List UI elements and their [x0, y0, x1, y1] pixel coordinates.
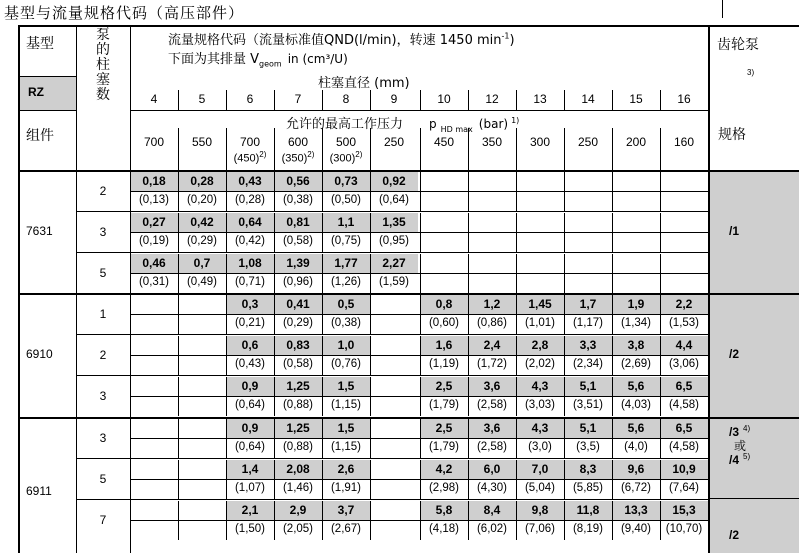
- displacement-value: (0,38): [282, 194, 314, 206]
- displacement-value: (1,01): [524, 317, 556, 329]
- flow-value: 0,41: [286, 297, 310, 311]
- rz-bottom: [18, 110, 76, 111]
- displacement-value: (0,13): [138, 194, 170, 206]
- spec-code-b-footnote: 5): [743, 452, 751, 461]
- flow-code-line1: [168, 29, 515, 48]
- value-col-rule: [178, 336, 179, 375]
- flow-value: 2,2: [675, 297, 693, 311]
- value-col-rule: [468, 254, 469, 293]
- pressure-value: 600: [287, 135, 309, 149]
- displacement-value: (0,96): [282, 276, 314, 288]
- displacement-value: (1,17): [572, 317, 604, 329]
- displacement-value: (0,71): [234, 276, 266, 288]
- displacement-value: (4,18): [428, 523, 460, 535]
- flow-value: 5,8: [435, 503, 453, 517]
- value-col-rule: [178, 460, 179, 499]
- value-col-rule: [516, 172, 517, 211]
- pressure-value: 200: [625, 135, 647, 149]
- flow-value: 6,0: [483, 462, 501, 476]
- row-rule: [76, 334, 708, 335]
- displacement-value: (0,50): [330, 194, 362, 206]
- displacement-value: (0,58): [282, 358, 314, 370]
- value-col-rule: [660, 172, 661, 211]
- spec-code-2: /2: [729, 528, 740, 542]
- value-col-rule: [516, 254, 517, 293]
- flow-value: 0,73: [334, 174, 358, 188]
- displacement-value: (2,02): [524, 358, 556, 370]
- value-col-rule: [370, 460, 371, 499]
- value-col-rule: [370, 295, 371, 334]
- row-rule: [76, 499, 708, 500]
- displacement-value: (0,31): [138, 276, 170, 288]
- value-col-rule: [708, 295, 709, 334]
- value-col-rule: [420, 172, 421, 211]
- pressure-value: 350: [481, 135, 503, 149]
- spec-shade: [708, 172, 799, 293]
- displacement-value: (0,28): [234, 194, 266, 206]
- displacement-value: (1,26): [330, 276, 362, 288]
- spec-code-b: [729, 452, 750, 467]
- flow-value: 4,2: [435, 462, 453, 476]
- displacement-value: (1,50): [234, 523, 266, 535]
- flow-value: 13,3: [624, 503, 648, 517]
- flow-code-line2: [168, 48, 348, 69]
- value-col-rule: [612, 254, 613, 293]
- displacement-value: (4,0): [624, 441, 648, 453]
- value-mid-rule: [130, 396, 708, 397]
- displacement-value: (4,03): [620, 399, 652, 411]
- displacement-value: (2,58): [476, 399, 508, 411]
- value-col-rule: [370, 377, 371, 416]
- pressure-footnote: 1): [511, 115, 520, 125]
- displacement-value: (2,69): [620, 358, 652, 370]
- flow-value: 5,1: [579, 379, 597, 393]
- flow-value: 10,9: [672, 462, 696, 476]
- flow-value: 2,1: [241, 503, 259, 517]
- spec-code: /2: [729, 347, 740, 361]
- displacement-value: (0,19): [138, 235, 170, 247]
- flow-value: 3,8: [627, 338, 645, 352]
- row-rule: [76, 458, 708, 459]
- value-col-rule: [178, 377, 179, 416]
- spec-code-a-footnote: 4): [743, 424, 751, 433]
- diameter-value: 8: [342, 92, 350, 106]
- displacement-value: (1,15): [330, 399, 362, 411]
- pressure-value: 500: [335, 135, 357, 149]
- pressure-alt-text: (450): [233, 152, 260, 165]
- displacement-value: (5,04): [524, 482, 556, 494]
- piston-count: 3: [99, 225, 107, 239]
- spec-code-b-text: /4: [729, 453, 740, 467]
- flow-value: 0,81: [286, 215, 310, 229]
- displacement-value: (3,03): [524, 399, 556, 411]
- flow-value: 0,92: [382, 174, 406, 188]
- flow-value: 0,43: [238, 174, 262, 188]
- flow-value: 7,0: [531, 462, 549, 476]
- flow-value: 0,46: [142, 256, 166, 270]
- flow-value: 1,39: [286, 256, 310, 270]
- value-col-rule: [468, 213, 469, 252]
- displacement-value: (2,05): [282, 523, 314, 535]
- flow-value: 2,6: [337, 462, 355, 476]
- row-rule: [76, 252, 708, 253]
- piston-count: 2: [99, 184, 107, 198]
- piston-count: 1: [99, 307, 107, 321]
- row-rule: [76, 375, 708, 376]
- pressure-alt-footnote: 2): [307, 150, 315, 159]
- pressure-alt-text: (300): [329, 152, 356, 165]
- displacement-value: (6,02): [476, 523, 508, 535]
- flow-value: 0,56: [286, 174, 310, 188]
- flow-value: 8,3: [579, 462, 597, 476]
- displacement-value: (2,98): [428, 482, 460, 494]
- flow-value: 0,9: [241, 379, 259, 393]
- pressure-alt-value: [274, 150, 322, 165]
- margin-bar: [722, 0, 723, 18]
- displacement-value: (6,72): [620, 482, 652, 494]
- diameter-value: 7: [294, 92, 302, 106]
- displacement-unit: in (cm³/U): [287, 52, 348, 66]
- diameter-value: 5: [198, 92, 206, 106]
- flow-value: 5,6: [627, 421, 645, 435]
- pistons-label-char: 的: [96, 42, 110, 58]
- rz-top: [18, 76, 76, 77]
- diameter-value: 16: [677, 92, 691, 106]
- value-col-rule: [708, 377, 709, 416]
- displacement-value: (1,19): [428, 358, 460, 370]
- flow-value: 1,35: [382, 215, 406, 229]
- flow-value: 4,4: [675, 338, 693, 352]
- diameter-value: 14: [581, 92, 595, 106]
- flow-value: 2,08: [286, 462, 310, 476]
- header-bottom-border: [18, 170, 799, 172]
- displacement-value: (0,88): [282, 441, 314, 453]
- flow-value: 0,9: [241, 421, 259, 435]
- value-col-rule: [564, 254, 565, 293]
- flow-value: 2,5: [435, 379, 453, 393]
- flow-value: 2,9: [289, 503, 307, 517]
- flow-value: 1,0: [337, 338, 355, 352]
- component-label: 组件: [26, 128, 54, 144]
- flow-value: 0,83: [286, 338, 310, 352]
- value-col-rule: [612, 172, 613, 211]
- displacement-value: (1,15): [330, 441, 362, 453]
- flow-value: 1,25: [286, 421, 310, 435]
- displacement-value: (0,38): [330, 317, 362, 329]
- displacement-value: (0,43): [234, 358, 266, 370]
- flow-value: 1,2: [483, 297, 501, 311]
- piston-count: 3: [99, 389, 107, 403]
- value-col-rule: [708, 419, 709, 458]
- value-col-rule: [708, 501, 709, 540]
- flow-value: 1,6: [435, 338, 453, 352]
- component-code: 6910: [26, 347, 53, 361]
- diameter-value: 9: [390, 92, 398, 106]
- flow-value: 15,3: [672, 503, 696, 517]
- value-col-rule: [708, 172, 709, 211]
- displacement-value: (3,06): [668, 358, 700, 370]
- pressure-label: [286, 113, 519, 134]
- displacement-value: (3,51): [572, 399, 604, 411]
- piston-count: 5: [99, 266, 107, 280]
- value-col-rule: [420, 213, 421, 252]
- gear-pump-label: 齿轮泵: [717, 37, 759, 53]
- pressure-alt-value: [322, 150, 370, 165]
- diameter-value: 10: [437, 92, 451, 106]
- value-col-rule: [370, 336, 371, 375]
- displacement-value: (8,19): [572, 523, 604, 535]
- spec-shade: [708, 295, 799, 417]
- displacement-value: (1,34): [620, 317, 652, 329]
- displacement-value: (0,29): [186, 235, 218, 247]
- value-mid-rule: [130, 273, 708, 274]
- displacement-value: (0,95): [378, 235, 410, 247]
- vgeom-subscript: geom: [259, 59, 282, 69]
- pressure-subscript: HD max: [440, 124, 473, 134]
- displacement-value: (0,64): [234, 399, 266, 411]
- displacement-label: 下面为其排量 V: [168, 52, 260, 67]
- value-mid-rule: [130, 520, 708, 521]
- flow-value: 0,28: [190, 174, 214, 188]
- pressure-alt-footnote: 2): [355, 150, 363, 159]
- displacement-value: (0,49): [186, 276, 218, 288]
- flow-value: 3,3: [579, 338, 597, 352]
- flow-value: 4,3: [531, 421, 549, 435]
- table-top-border: [18, 25, 799, 27]
- flow-value: 9,8: [531, 503, 549, 517]
- displacement-value: (0,21): [234, 317, 266, 329]
- flow-value: 1,5: [337, 421, 355, 435]
- flow-value: 2,27: [382, 256, 406, 270]
- flow-value: 2,5: [435, 421, 453, 435]
- displacement-value: (0,20): [186, 194, 218, 206]
- flow-value: 0,3: [241, 297, 259, 311]
- flow-value: 11,8: [576, 503, 600, 517]
- displacement-value: (2,34): [572, 358, 604, 370]
- displacement-value: (4,58): [668, 399, 700, 411]
- displacement-value: (9,40): [620, 523, 652, 535]
- value-col-rule: [660, 254, 661, 293]
- displacement-value: (0,75): [330, 235, 362, 247]
- pressure-value: 160: [673, 135, 695, 149]
- flow-value: 5,1: [579, 421, 597, 435]
- flow-value: 0,5: [337, 297, 355, 311]
- displacement-value: (1,59): [378, 276, 410, 288]
- flow-value: 0,42: [190, 215, 214, 229]
- flow-value: 1,08: [238, 256, 262, 270]
- displacement-value: (1,46): [282, 482, 314, 494]
- rz-shade: [18, 76, 76, 110]
- displacement-value: (1,72): [476, 358, 508, 370]
- pressure-unit: (bar): [478, 117, 509, 131]
- component-code: 7631: [26, 224, 53, 238]
- flow-value: 1,5: [337, 379, 355, 393]
- flow-value: 6,5: [675, 421, 693, 435]
- group-border: [18, 417, 799, 419]
- flow-value: 2,4: [483, 338, 501, 352]
- value-col-rule: [564, 213, 565, 252]
- flow-code-text: 流量规格代码（流量标准值QND(l/min)，转速 1450 min: [168, 33, 502, 48]
- flow-value: 2,8: [531, 338, 549, 352]
- flow-value: 1,45: [528, 297, 552, 311]
- pistons-label-char: 塞: [96, 72, 110, 88]
- value-col-rule: [420, 254, 421, 293]
- value-col-rule: [370, 501, 371, 540]
- piston-count: 3: [99, 431, 107, 445]
- flow-value: 1,9: [627, 297, 645, 311]
- value-mid-rule: [130, 191, 708, 192]
- value-col-rule: [612, 213, 613, 252]
- base-type-label: 基型: [26, 36, 54, 52]
- pressure-value: 700: [143, 135, 165, 149]
- displacement-value: (3,5): [576, 441, 600, 453]
- flow-value: 3,7: [337, 503, 355, 517]
- pressure-value: 450: [433, 135, 455, 149]
- flow-value: 0,7: [193, 256, 211, 270]
- pistons-label-char: 数: [96, 87, 110, 103]
- flow-value: 0,18: [142, 174, 166, 188]
- spec-shade: [708, 419, 799, 553]
- value-col-rule: [708, 336, 709, 375]
- spec-label: 规格: [718, 127, 746, 143]
- flow-value: 0,8: [435, 297, 453, 311]
- displacement-value: (1,79): [428, 399, 460, 411]
- pressure-alt-value: [226, 150, 274, 165]
- pistons-label-char: 柱: [96, 57, 110, 73]
- displacement-value: (0,86): [476, 317, 508, 329]
- displacement-value: (7,64): [668, 482, 700, 494]
- value-col-rule: [178, 295, 179, 334]
- spec-code: /1: [729, 224, 740, 238]
- displacement-value: (0,60): [428, 317, 460, 329]
- flow-value: 5,6: [627, 379, 645, 393]
- displacement-value: (0,64): [234, 441, 266, 453]
- flow-code-close: ): [509, 33, 515, 48]
- displacement-value: (2,58): [476, 441, 508, 453]
- value-col-rule: [660, 213, 661, 252]
- pressure-value: 300: [529, 135, 551, 149]
- pressure-alt-text: (350): [281, 152, 308, 165]
- piston-count: 2: [99, 348, 107, 362]
- value-mid-rule: [130, 232, 708, 233]
- flow-value: 1,77: [334, 256, 358, 270]
- pressure-value: 700: [239, 135, 261, 149]
- displacement-value: (5,85): [572, 482, 604, 494]
- value-col-rule: [708, 460, 709, 499]
- diameter-bottom-rule: [130, 110, 708, 111]
- diameter-value: 12: [485, 92, 499, 106]
- value-col-rule: [708, 213, 709, 252]
- rpm-exponent: -1: [501, 31, 510, 41]
- pressure-symbol: p: [429, 117, 437, 131]
- value-mid-rule: [130, 479, 708, 480]
- pressure-value: 550: [191, 135, 213, 149]
- flow-value: 3,6: [483, 379, 501, 393]
- displacement-value: (3,0): [528, 441, 552, 453]
- value-col-rule: [178, 419, 179, 458]
- flow-value: 4,3: [531, 379, 549, 393]
- displacement-value: (1,07): [234, 482, 266, 494]
- flow-value: 0,6: [241, 338, 259, 352]
- flow-value: 1,1: [337, 215, 355, 229]
- table-left-border: [18, 25, 20, 553]
- spec-or: 或: [734, 439, 747, 453]
- flow-value: 6,5: [675, 379, 693, 393]
- pressure-alt-footnote: 2): [259, 150, 267, 159]
- displacement-value: (4,58): [668, 441, 700, 453]
- diameter-value: 6: [246, 92, 254, 106]
- spec-split-rule: [708, 498, 799, 499]
- displacement-value: (1,53): [668, 317, 700, 329]
- displacement-value: (0,88): [282, 399, 314, 411]
- piston-count: 7: [99, 513, 107, 527]
- value-mid-rule: [130, 355, 708, 356]
- value-col-rule: [370, 419, 371, 458]
- pressure-value: 250: [383, 135, 405, 149]
- group-border: [18, 293, 799, 295]
- page-title: 基型与流量规格代码（高压部件）: [4, 4, 245, 22]
- flow-value: 0,64: [238, 215, 262, 229]
- row-rule: [76, 211, 708, 212]
- pistons-label-char: 泵: [96, 27, 110, 43]
- displacement-value: (0,76): [330, 358, 362, 370]
- diameter-value: 15: [629, 92, 643, 106]
- flow-value: 1,7: [579, 297, 597, 311]
- pressure-text: 允许的最高工作压力: [286, 117, 404, 132]
- value-col-rule: [468, 172, 469, 211]
- diameter-value: 13: [533, 92, 547, 106]
- value-mid-rule: [130, 314, 708, 315]
- rz-label: RZ: [28, 85, 44, 99]
- value-col-rule: [516, 213, 517, 252]
- displacement-value: (1,91): [330, 482, 362, 494]
- displacement-value: (10,70): [665, 523, 703, 535]
- displacement-value: (7,06): [524, 523, 556, 535]
- spec-code-a-text: /3: [729, 425, 740, 439]
- flow-value: 1,4: [241, 462, 259, 476]
- displacement-value: (2,67): [330, 523, 362, 535]
- displacement-value: (0,29): [282, 317, 314, 329]
- displacement-value: (0,42): [234, 235, 266, 247]
- flow-value: 9,6: [627, 462, 645, 476]
- displacement-value: (1,79): [428, 441, 460, 453]
- flow-value: 1,25: [286, 379, 310, 393]
- value-mid-rule: [130, 438, 708, 439]
- flow-value: 3,6: [483, 421, 501, 435]
- piston-count: 5: [99, 472, 107, 486]
- diameter-value: 4: [150, 92, 158, 106]
- value-col-rule: [178, 501, 179, 540]
- value-col-rule: [708, 254, 709, 293]
- flow-value: 0,27: [142, 215, 166, 229]
- value-col-rule: [564, 172, 565, 211]
- displacement-value: (4,30): [476, 482, 508, 494]
- displacement-value: (0,64): [378, 194, 410, 206]
- piston-diameter-label: 柱塞直径 (mm): [318, 76, 410, 91]
- gear-pump-footnote: 3): [747, 68, 755, 77]
- flow-value: 8,4: [483, 503, 501, 517]
- pressure-value: 250: [577, 135, 599, 149]
- component-code: 6911: [26, 484, 52, 498]
- displacement-value: (0,58): [282, 235, 314, 247]
